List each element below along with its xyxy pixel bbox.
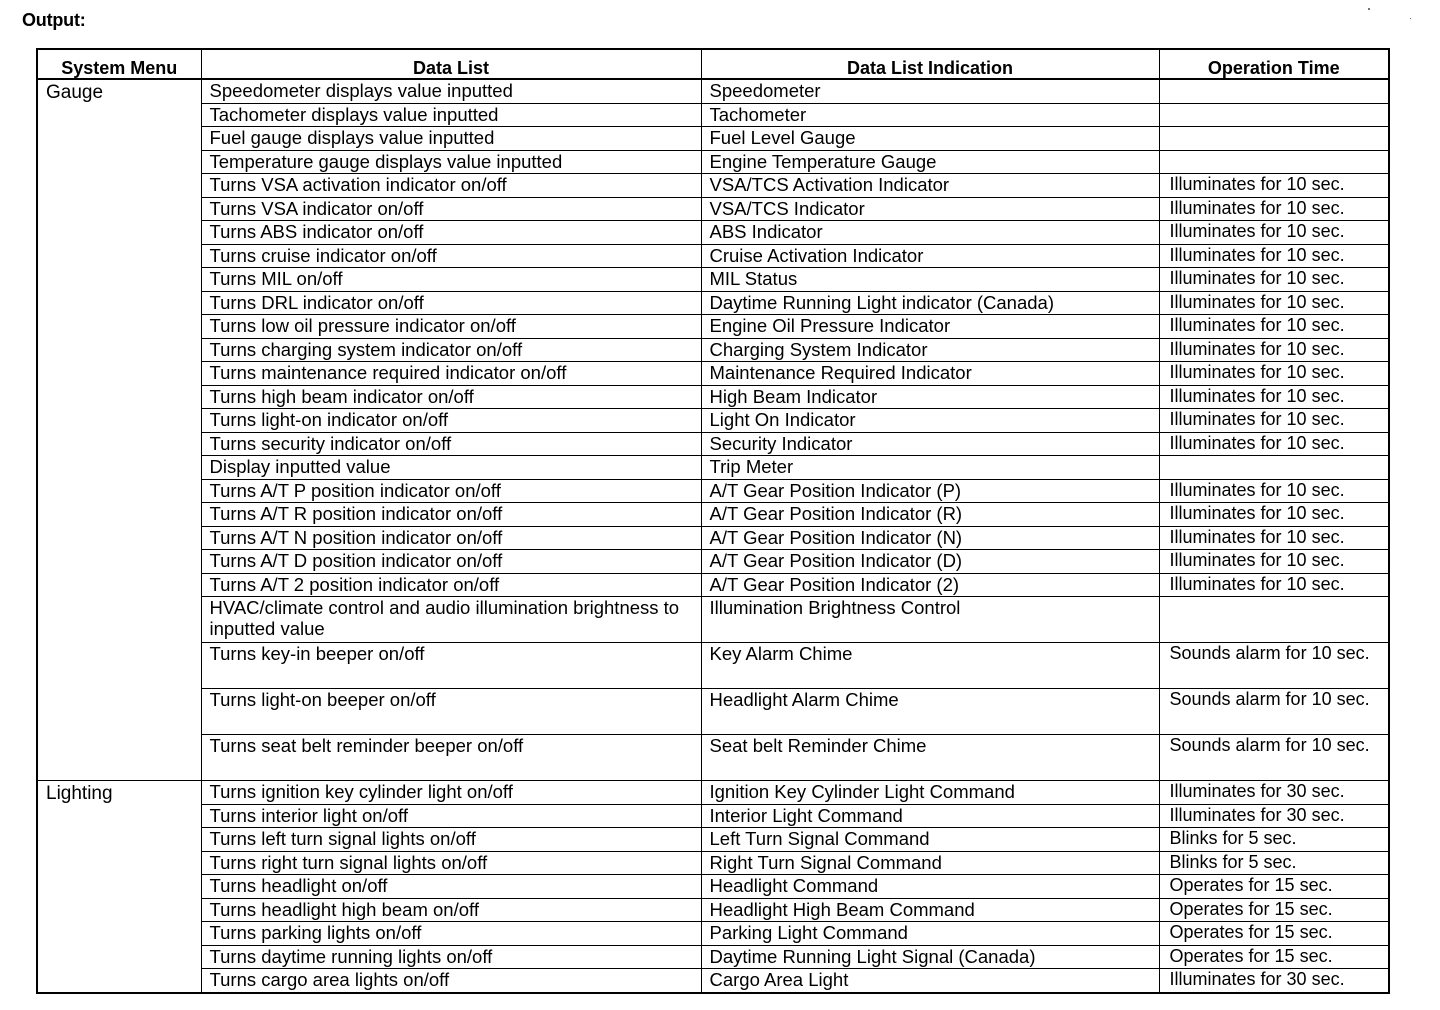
table-row [37,268,1389,292]
operation-time-cell: Operates for 15 sec. [1159,875,1389,899]
table-row [37,735,1389,781]
data-list-cell: Speedometer displays value inputted [201,79,701,103]
data-list-cell: Turns A/T 2 position indicator on/off [201,573,701,597]
table-row [37,456,1389,480]
table-row [37,315,1389,339]
table-row [37,432,1389,456]
operation-time-cell: Illuminates for 10 sec. [1159,244,1389,268]
operation-time-cell: Illuminates for 10 sec. [1159,385,1389,409]
table-row [37,828,1389,852]
indication-cell: Tachometer [701,103,1159,127]
data-list-cell: Turns charging system indicator on/off [201,338,701,362]
system-menu-cell: Lighting [37,781,201,993]
indication-cell: Headlight High Beam Command [701,898,1159,922]
operation-time-cell: Illuminates for 10 sec. [1159,409,1389,433]
header-indication: Data List Indication [701,49,1159,79]
indication-cell: MIL Status [701,268,1159,292]
indication-cell: A/T Gear Position Indicator (2) [701,573,1159,597]
indication-cell: Engine Oil Pressure Indicator [701,315,1159,339]
indication-cell: Speedometer [701,79,1159,103]
table-row [37,221,1389,245]
table-row [37,150,1389,174]
table-row [37,781,1389,805]
operation-time-cell: Illuminates for 10 sec. [1159,268,1389,292]
operation-time-cell: Illuminates for 10 sec. [1159,338,1389,362]
indication-cell: Fuel Level Gauge [701,127,1159,151]
operation-time-cell: Operates for 15 sec. [1159,922,1389,946]
indication-cell: Charging System Indicator [701,338,1159,362]
indication-cell: Engine Temperature Gauge [701,150,1159,174]
data-list-cell: Turns key-in beeper on/off [201,643,701,689]
operation-time-cell: Blinks for 5 sec. [1159,851,1389,875]
indication-cell: Security Indicator [701,432,1159,456]
operation-time-cell: Blinks for 5 sec. [1159,828,1389,852]
data-list-cell: Turns low oil pressure indicator on/off [201,315,701,339]
data-list-cell: Turns ignition key cylinder light on/off [201,781,701,805]
data-list-cell: Turns right turn signal lights on/off [201,851,701,875]
operation-time-cell: Illuminates for 30 sec. [1159,804,1389,828]
operation-time-cell: Illuminates for 10 sec. [1159,315,1389,339]
data-list-cell: Turns cruise indicator on/off [201,244,701,268]
table-row [37,969,1389,993]
page-heading: Output: [22,10,86,30]
indication-cell: Interior Light Command [701,804,1159,828]
table-row [37,127,1389,151]
indication-cell: Headlight Command [701,875,1159,899]
operation-time-cell: Illuminates for 10 sec. [1159,479,1389,503]
indication-cell: Cruise Activation Indicator [701,244,1159,268]
data-list-cell: Turns daytime running lights on/off [201,945,701,969]
indication-cell: Key Alarm Chime [701,643,1159,689]
table-row [37,550,1389,574]
operation-time-cell: Illuminates for 10 sec. [1159,526,1389,550]
system-menu-cell: Gauge [37,79,201,781]
indication-cell: ABS Indicator [701,221,1159,245]
table-row [37,385,1389,409]
operation-time-cell: Illuminates for 30 sec. [1159,781,1389,805]
data-list-cell: Turns left turn signal lights on/off [201,828,701,852]
indication-cell: Parking Light Command [701,922,1159,946]
data-list-cell: Turns A/T D position indicator on/off [201,550,701,574]
table-row [37,597,1389,643]
data-list-cell: HVAC/climate control and audio illumination brightness to inputted value [201,597,701,643]
header-system-menu: System Menu [37,49,201,79]
table-row [37,362,1389,386]
data-list-cell: Turns interior light on/off [201,804,701,828]
data-list-cell: Fuel gauge displays value inputted [201,127,701,151]
table-row [37,291,1389,315]
operation-time-cell: Illuminates for 10 sec. [1159,197,1389,221]
table-row [37,945,1389,969]
indication-cell: High Beam Indicator [701,385,1159,409]
operation-time-cell: Sounds alarm for 10 sec. [1159,643,1389,689]
operation-time-cell [1159,79,1389,103]
indication-cell: A/T Gear Position Indicator (N) [701,526,1159,550]
data-list-cell: Turns A/T P position indicator on/off [201,479,701,503]
data-list-cell: Turns seat belt reminder beeper on/off [201,735,701,781]
table-row [37,898,1389,922]
table-row [37,103,1389,127]
operation-time-cell: Illuminates for 10 sec. [1159,550,1389,574]
header-data-list: Data List [201,49,701,79]
scan-speck [1368,8,1370,10]
table-row [37,851,1389,875]
data-list-cell: Turns A/T R position indicator on/off [201,503,701,527]
table-row [37,804,1389,828]
indication-cell: A/T Gear Position Indicator (D) [701,550,1159,574]
operation-time-cell: Illuminates for 10 sec. [1159,432,1389,456]
operation-time-cell: Illuminates for 10 sec. [1159,221,1389,245]
table-row [37,197,1389,221]
table-row [37,503,1389,527]
table-row [37,875,1389,899]
table-row [37,922,1389,946]
data-list-cell: Turns headlight high beam on/off [201,898,701,922]
table-row [37,689,1389,735]
indication-cell: VSA/TCS Indicator [701,197,1159,221]
indication-cell: Light On Indicator [701,409,1159,433]
indication-cell: A/T Gear Position Indicator (P) [701,479,1159,503]
indication-cell: Left Turn Signal Command [701,828,1159,852]
indication-cell: Maintenance Required Indicator [701,362,1159,386]
operation-time-cell: Illuminates for 30 sec. [1159,969,1389,993]
data-list-cell: Turns high beam indicator on/off [201,385,701,409]
table-row [37,409,1389,433]
data-list-cell: Turns DRL indicator on/off [201,291,701,315]
indication-cell: Right Turn Signal Command [701,851,1159,875]
data-list-cell: Turns maintenance required indicator on/off [201,362,701,386]
data-list-cell: Turns parking lights on/off [201,922,701,946]
table-row [37,174,1389,198]
scan-speck [1410,18,1411,19]
output-table [36,48,1390,994]
data-list-cell: Turns VSA indicator on/off [201,197,701,221]
indication-cell: Daytime Running Light Signal (Canada) [701,945,1159,969]
operation-time-cell [1159,150,1389,174]
operation-time-cell: Illuminates for 10 sec. [1159,291,1389,315]
operation-time-cell: Illuminates for 10 sec. [1159,573,1389,597]
operation-time-cell [1159,127,1389,151]
header-operation-time: Operation Time [1159,49,1389,79]
data-list-cell: Turns MIL on/off [201,268,701,292]
indication-cell: Headlight Alarm Chime [701,689,1159,735]
operation-time-cell: Operates for 15 sec. [1159,945,1389,969]
data-list-cell: Turns security indicator on/off [201,432,701,456]
data-list-cell: Tachometer displays value inputted [201,103,701,127]
operation-time-cell: Illuminates for 10 sec. [1159,362,1389,386]
table-row [37,526,1389,550]
operation-time-cell: Illuminates for 10 sec. [1159,174,1389,198]
table-row [37,338,1389,362]
operation-time-cell: Sounds alarm for 10 sec. [1159,735,1389,781]
table-row [37,643,1389,689]
data-list-cell: Temperature gauge displays value inputted [201,150,701,174]
indication-cell: Daytime Running Light indicator (Canada) [701,291,1159,315]
operation-time-cell: Sounds alarm for 10 sec. [1159,689,1389,735]
operation-time-cell [1159,456,1389,480]
operation-time-cell: Operates for 15 sec. [1159,898,1389,922]
table-row [37,244,1389,268]
table-row [37,573,1389,597]
data-list-cell: Turns cargo area lights on/off [201,969,701,993]
data-list-cell: Turns VSA activation indicator on/off [201,174,701,198]
table-body [37,79,1389,993]
indication-cell: Cargo Area Light [701,969,1159,993]
indication-cell: VSA/TCS Activation Indicator [701,174,1159,198]
operation-time-cell [1159,103,1389,127]
indication-cell: A/T Gear Position Indicator (R) [701,503,1159,527]
data-list-cell: Display inputted value [201,456,701,480]
operation-time-cell: Illuminates for 10 sec. [1159,503,1389,527]
table-row [37,479,1389,503]
indication-cell: Ignition Key Cylinder Light Command [701,781,1159,805]
data-list-cell: Turns A/T N position indicator on/off [201,526,701,550]
data-list-cell: Turns light-on beeper on/off [201,689,701,735]
data-list-cell: Turns light-on indicator on/off [201,409,701,433]
operation-time-cell [1159,597,1389,643]
indication-cell: Seat belt Reminder Chime [701,735,1159,781]
table-row [37,79,1389,103]
data-list-cell: Turns ABS indicator on/off [201,221,701,245]
data-list-cell: Turns headlight on/off [201,875,701,899]
header-row [37,49,1389,79]
indication-cell: Trip Meter [701,456,1159,480]
indication-cell: Illumination Brightness Control [701,597,1159,643]
